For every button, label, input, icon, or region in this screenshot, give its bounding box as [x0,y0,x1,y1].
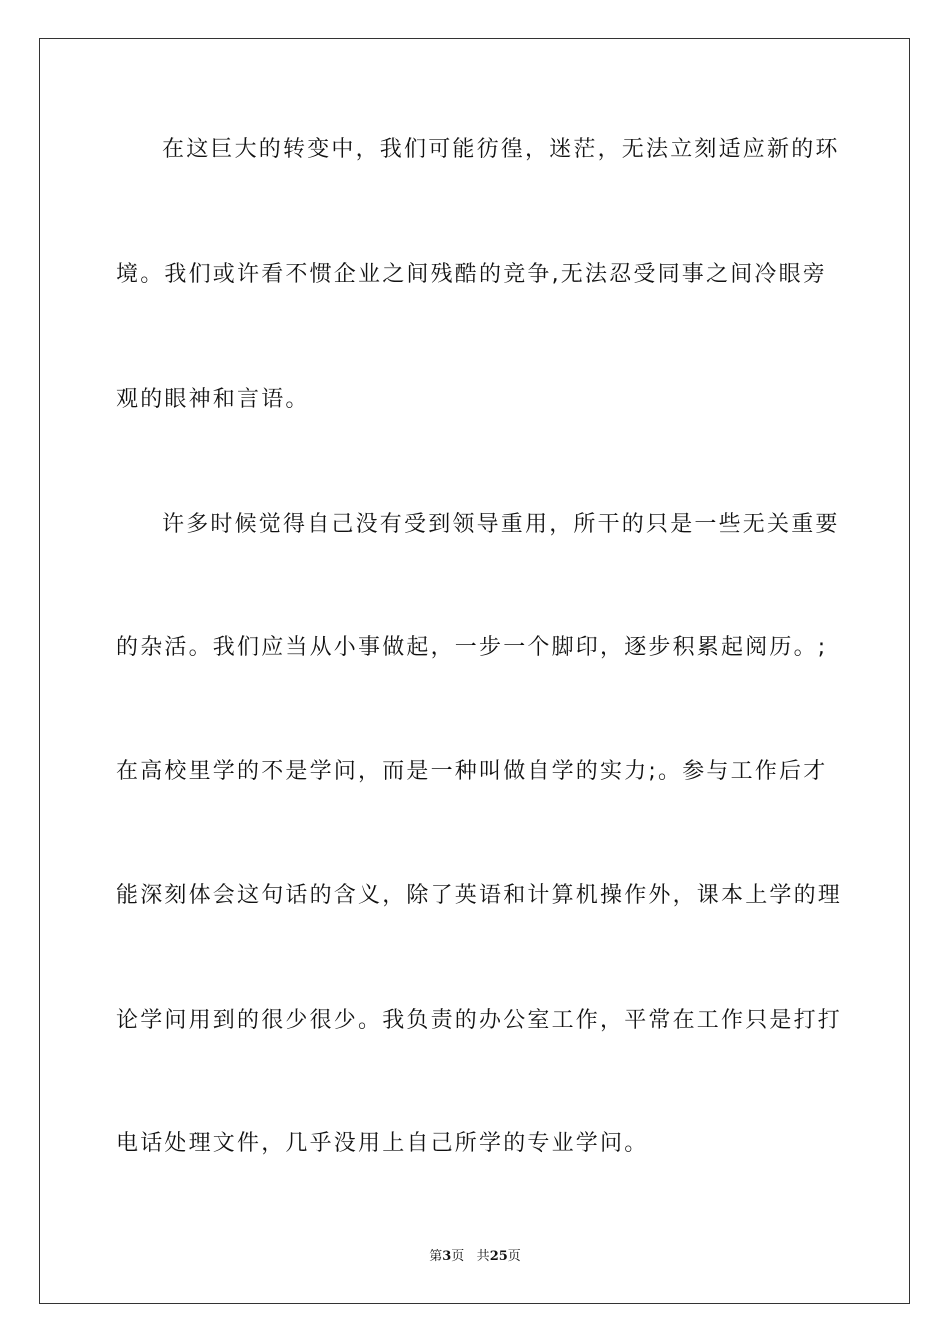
total-pages: 25 [489,1249,508,1264]
page-footer [0,1248,950,1266]
paragraph-2-line-6: 电话处理文件，几乎没用上自己所学的专业学问。 [116,1131,649,1156]
page-number: 3 [442,1249,452,1264]
paragraph-2-line-2: 的杂活。我们应当从小事做起，一步一个脚印，逐步积累起阅历。; [116,635,828,660]
paragraph-2-line-5: 论学问用到的很少很少。我负责的办公室工作，平常在工作只是打打 [116,1008,843,1033]
page-prefix: 第 [429,1249,443,1264]
page-suffix: 页 [451,1249,465,1264]
paragraph-2-line-3: 在高校里学的不是学问，而是一种叫做自学的实力;。参与工作后才 [116,759,828,784]
paragraph-1-line-2: 境。我们或许看不惯企业之间残酷的竞争,无法忍受同事之间冷眼旁 [116,262,827,287]
page-border [39,38,910,1304]
paragraph-1-line-3: 观的眼神和言语。 [116,387,310,412]
paragraph-2-line-1: 许多时候觉得自己没有受到领导重用，所干的只是一些无关重要 [162,512,840,537]
paragraph-2-line-4: 能深刻体会这句话的含义，除了英语和计算机操作外，课本上学的理 [116,883,843,908]
total-prefix: 共 [476,1249,490,1264]
paragraph-1-line-1: 在这巨大的转变中，我们可能彷徨，迷茫，无法立刻适应新的环 [162,137,840,162]
total-suffix: 页 [507,1249,521,1264]
